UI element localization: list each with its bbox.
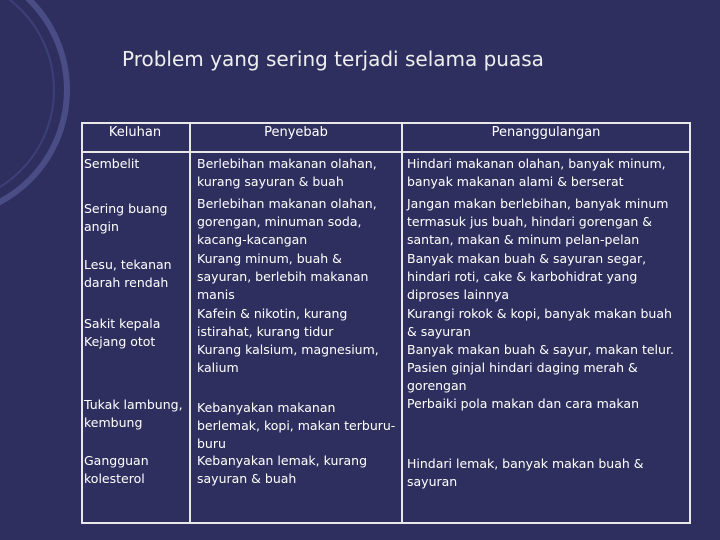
header-divider: [81, 151, 691, 153]
penyebab-item: Kebanyakan lemak, kurang sayuran & buah: [197, 453, 368, 486]
header-penyebab: Penyebab: [264, 125, 328, 140]
table-bottom-border: [81, 522, 691, 524]
penanggulangan-item: Jangan makan berlebihan, banyak minum termasuk jus buah, hindari gorengan & santan, makan & minum pelan-pelan: [407, 196, 669, 247]
penyebab-item: Kurang minum, buah & sayuran, berlebih makanan manis: [197, 251, 369, 302]
table-right-border: [689, 122, 691, 524]
penanggulangan-item: Kurangi rokok & kopi, banyak makan buah & sayuran: [407, 306, 672, 339]
problem-table: [81, 122, 691, 524]
penanggulangan-item: Banyak makan buah & sayur, makan telur. Pasien ginjal hindari daging merah & gorengan: [407, 342, 674, 393]
keluhan-item: Sering buang angin: [84, 201, 168, 234]
keluhan-item: Lesu, tekanan darah rendah: [84, 257, 172, 290]
header-penanggulangan: Penanggulangan: [491, 125, 601, 140]
keluhan-item: Sembelit: [84, 156, 140, 171]
keluhan-item: Tukak lambung, kembung: [84, 397, 183, 430]
column-divider-1: [189, 122, 191, 524]
table-left-border: [81, 122, 83, 524]
header-keluhan: Keluhan: [108, 125, 162, 140]
penyebab-item: Kurang kalsium, magnesium, kalium: [197, 342, 379, 375]
slide-title: Problem yang sering terjadi selama puasa: [122, 47, 544, 71]
keluhan-item: Gangguan kolesterol: [84, 453, 149, 486]
penanggulangan-item: Perbaiki pola makan dan cara makan: [407, 396, 640, 411]
column-divider-2: [401, 122, 403, 524]
penanggulangan-item: Hindari makanan olahan, banyak minum, banyak makanan alami & berserat: [407, 156, 666, 189]
penyebab-item: Kebanyakan makanan berlemak, kopi, makan terburu-buru: [197, 400, 396, 451]
penyebab-item: Berlebihan makanan olahan, gorengan, minuman soda, kacang-kacangan: [197, 196, 377, 247]
penyebab-item: Berlebihan makanan olahan, kurang sayuran & buah: [197, 156, 377, 189]
penyebab-item: Kafein & nikotin, kurang istirahat, kurang tidur: [197, 306, 348, 339]
penanggulangan-item: Hindari lemak, banyak makan buah & sayuran: [407, 456, 644, 489]
keluhan-item: Sakit kepala Kejang otot: [84, 316, 161, 349]
penanggulangan-item: Banyak makan buah & sayuran segar, hindari roti, cake & karbohidrat yang diproses lainnya: [407, 251, 647, 302]
